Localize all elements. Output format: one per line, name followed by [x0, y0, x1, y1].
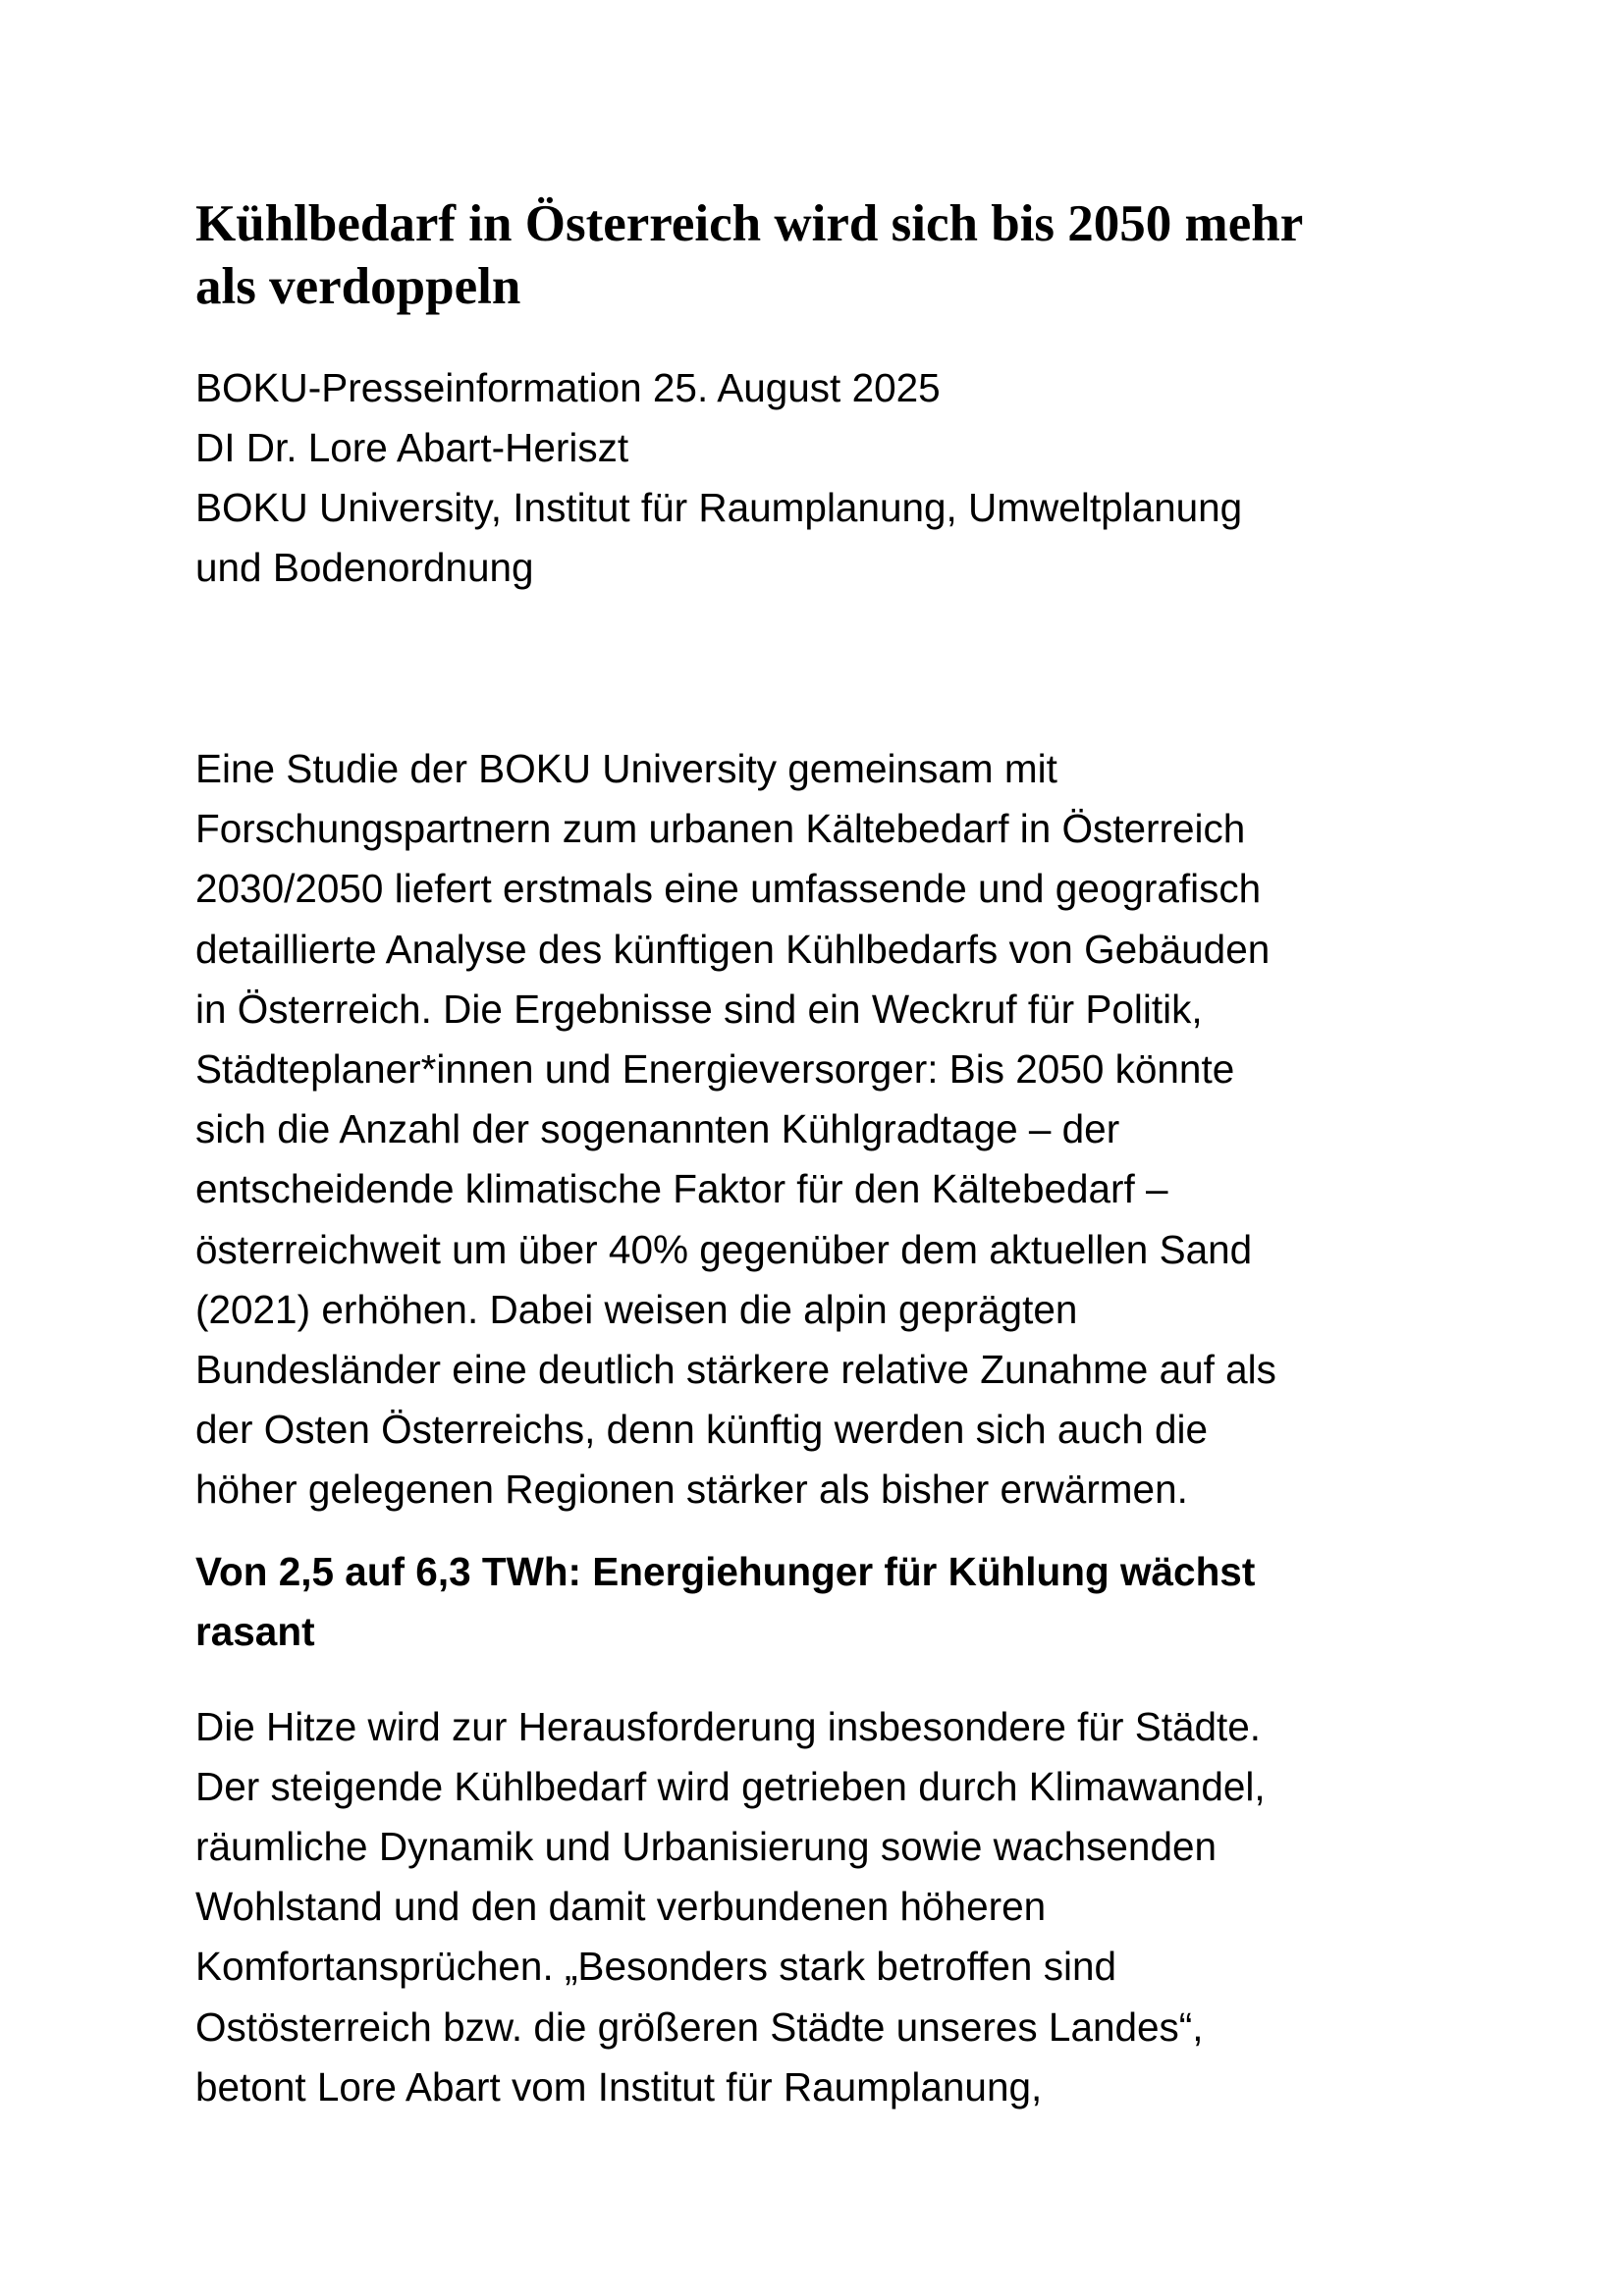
paragraph-line: Wohlstand und den damit verbundenen höheren	[195, 1884, 1047, 1930]
title-line: als verdoppeln	[195, 258, 521, 315]
paragraph-line: entscheidende klimatische Faktor für den Kältebedarf –	[195, 1166, 1168, 1212]
paragraph-line: der Osten Österreichs, denn künftig werden sich auch die	[195, 1407, 1209, 1453]
author-name: DI Dr. Lore Abart-Heriszt	[195, 425, 629, 470]
paragraph-line: betont Lore Abart vom Institut für Raumplanung,	[195, 2063, 1043, 2109]
author-affiliation: BOKU University, Institut für Raumplanung, Umweltplanung	[195, 485, 1243, 530]
press-release-meta	[195, 358, 1462, 598]
paragraph-line: höher gelegenen Regionen stärker als bisher erwärmen.	[195, 1467, 1188, 1513]
author-affiliation: und Bodenordnung	[195, 545, 534, 590]
paragraph-line: 2030/2050 liefert erstmals eine umfassende und geografisch	[195, 866, 1262, 912]
press-release-date: BOKU-Presseinformation 25. August 2025	[195, 365, 941, 410]
paragraph-line: Ostösterreich bzw. die größeren Städte unseres Landes“,	[195, 2003, 1204, 2050]
paragraph-line: österreichweit um über 40% gegenüber dem aktuellen Sand	[195, 1226, 1253, 1272]
paragraph-line: Die Hitze wird zur Herausforderung insbesondere für Städte.	[195, 1703, 1262, 1749]
paragraph-line: sich die Anzahl der sogenannten Kühlgradtage – der	[195, 1106, 1120, 1152]
section-heading	[195, 1542, 1462, 1662]
paragraph-line: Bundesländer eine deutlich stärkere relative Zunahme auf als	[195, 1347, 1276, 1393]
paragraph-line: in Österreich. Die Ergebnisse sind ein Weckruf für Politik,	[195, 986, 1203, 1032]
paragraph-line: Forschungspartnern zum urbanen Kältebedarf in Österreich	[195, 806, 1246, 852]
paragraph-line: Eine Studie der BOKU University gemeinsam mit	[195, 746, 1057, 791]
document-content	[195, 192, 1462, 2117]
heading-line: Von 2,5 auf 6,3 TWh: Energiehunger für Kühlung wächst	[195, 1548, 1256, 1594]
intro-paragraph	[195, 739, 1462, 1521]
press-release-title	[195, 192, 1403, 318]
paragraph-line: räumliche Dynamik und Urbanisierung sowie wachsenden	[195, 1824, 1218, 1870]
paragraph-line: detaillierte Analyse des künftigen Kühlbedarfs von Gebäuden	[195, 926, 1271, 972]
paragraph-line: Der steigende Kühlbedarf wird getrieben durch Klimawandel,	[195, 1763, 1266, 1809]
paragraph-line: Komfortansprüchen. „Besonders stark betroffen sind	[195, 1944, 1117, 1990]
paragraph-line: (2021) erhöhen. Dabei weisen die alpin geprägten	[195, 1286, 1078, 1332]
heading-line: rasant	[195, 1608, 315, 1654]
section-paragraph	[195, 1697, 1462, 2117]
title-line: Kühlbedarf in Österreich wird sich bis 2050 mehr	[195, 195, 1304, 252]
paragraph-line: Städteplaner*innen und Energieversorger: Bis 2050 könnte	[195, 1046, 1235, 1093]
